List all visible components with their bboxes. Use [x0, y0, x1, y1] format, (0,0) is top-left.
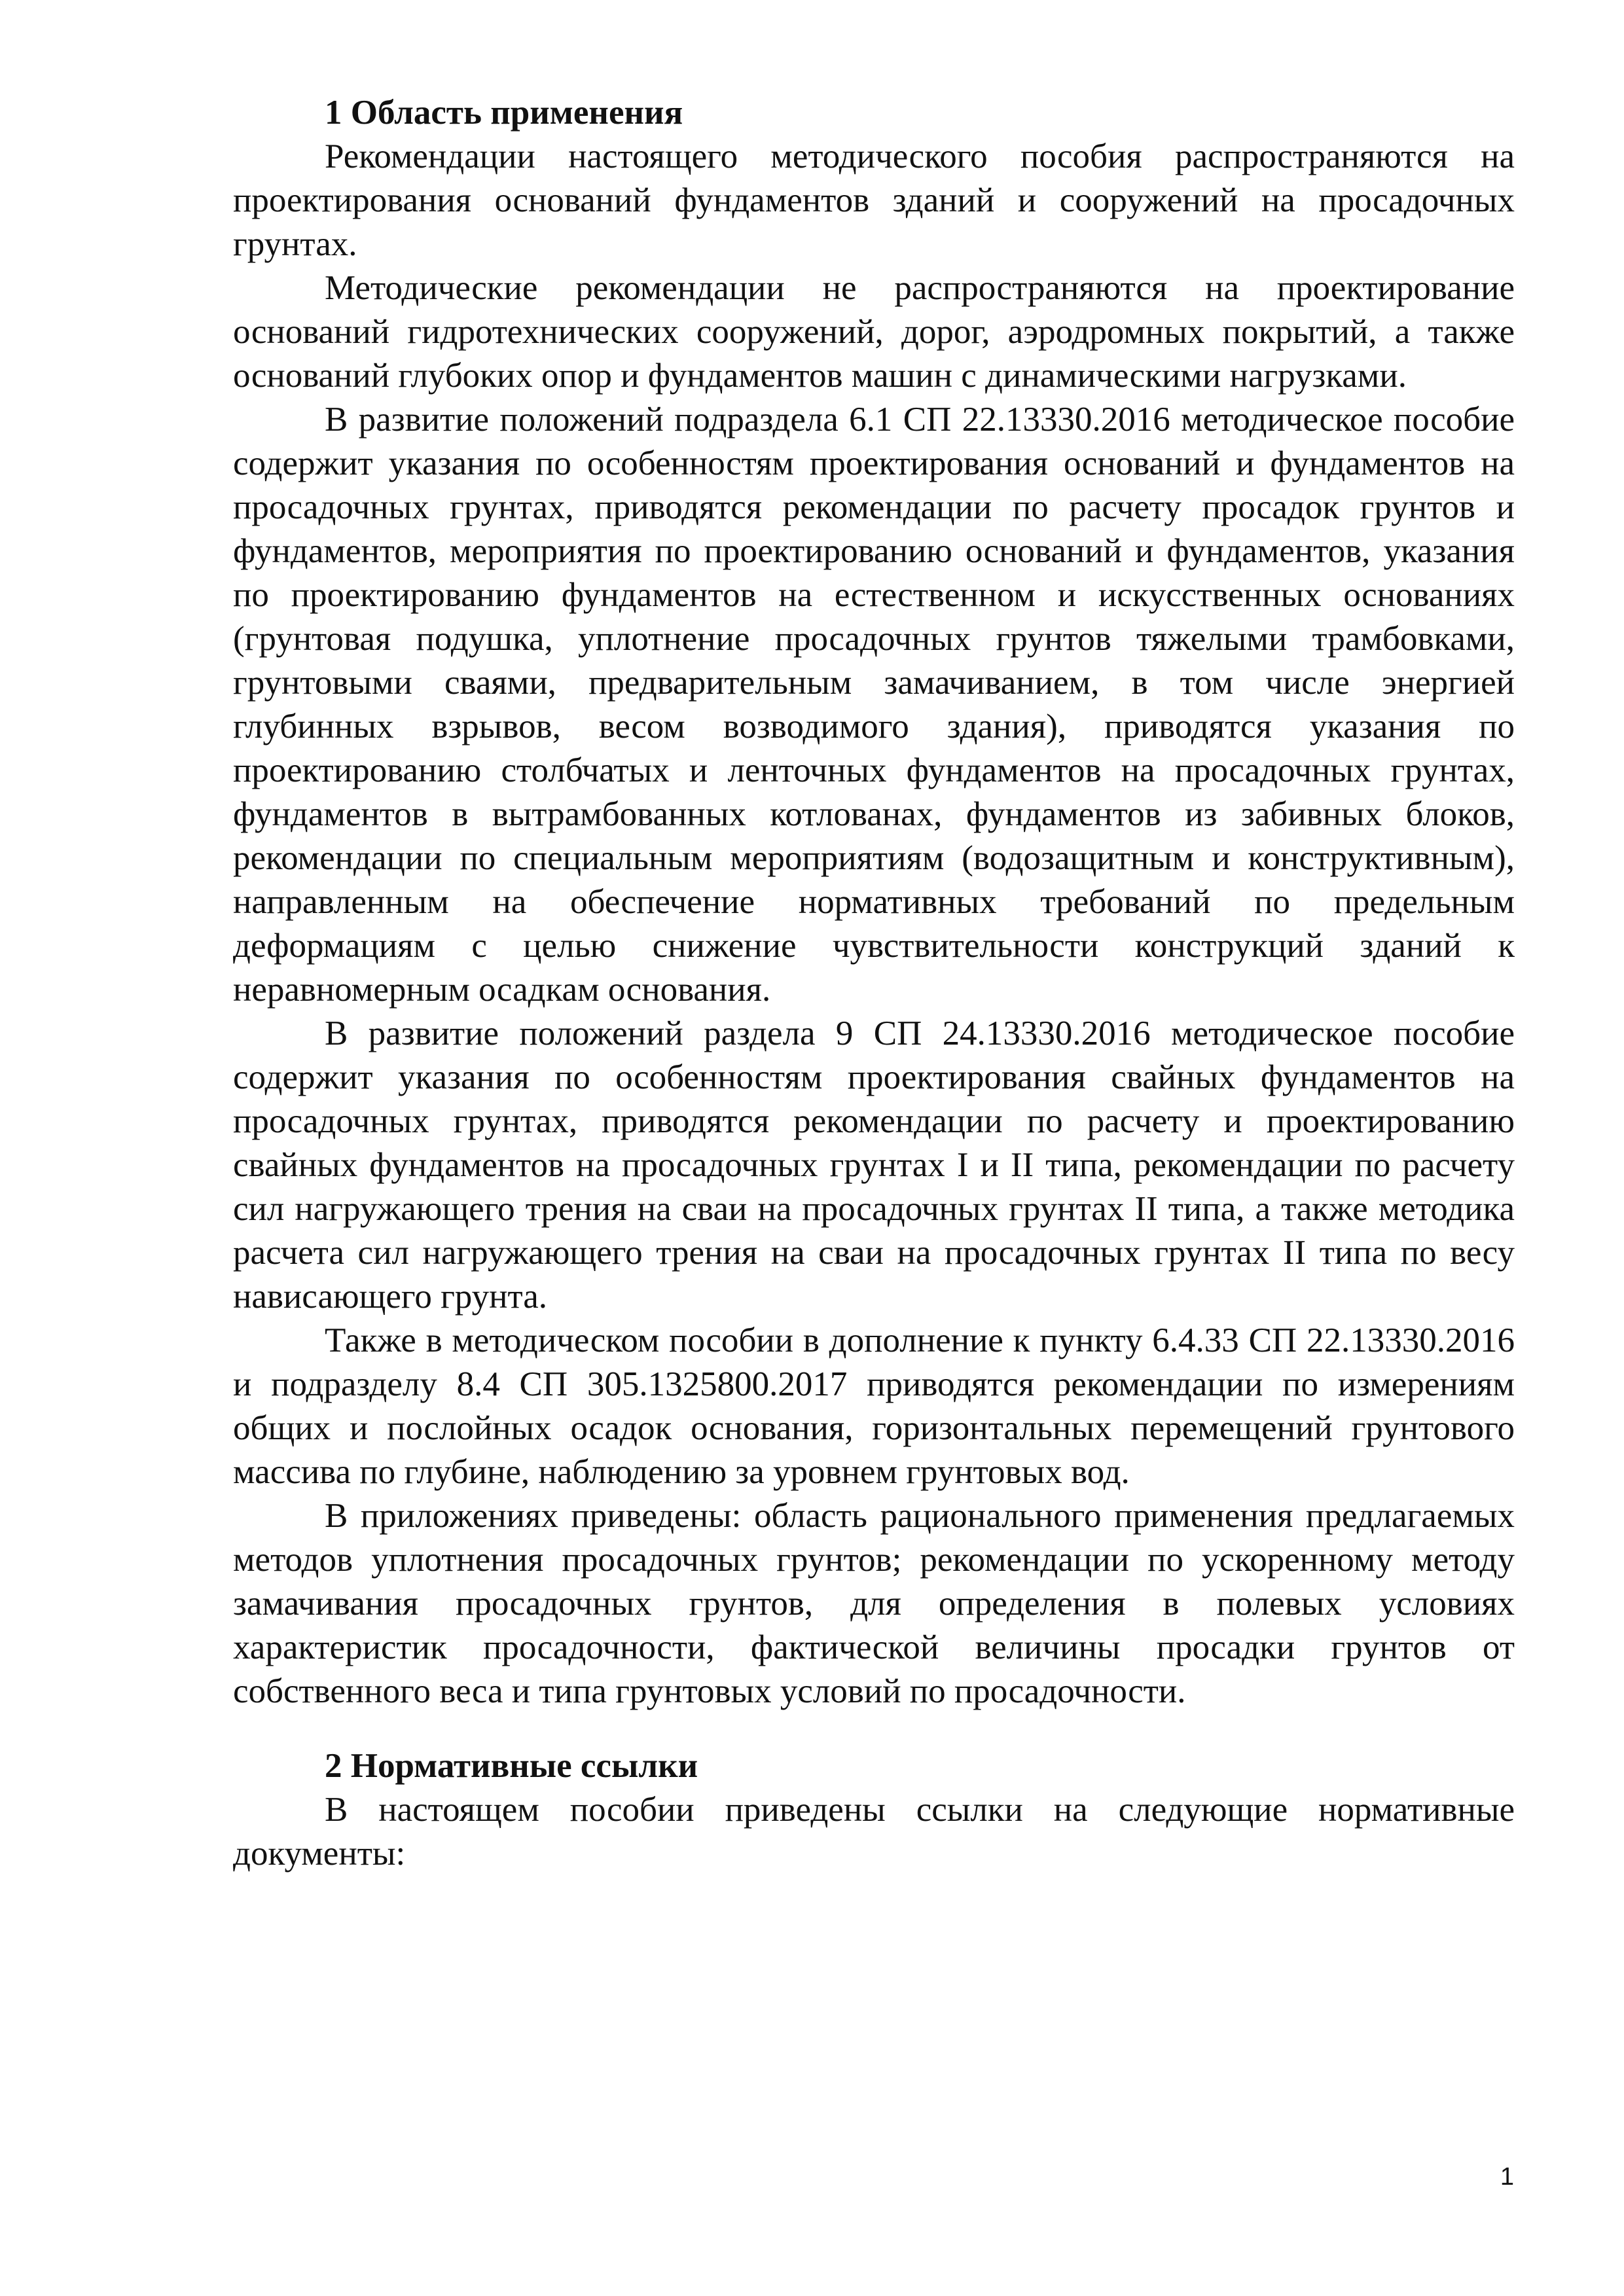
- section-spacer: [233, 1713, 1515, 1744]
- section-1-paragraph-5: Также в методическом пособии в дополнение к пункту 6.4.33 СП 22.13330.2016 и подразделу 8.4 СП 305.1325800.2017 приводятся рекомендации по измерениям общих и послойных осадок основания, горизонтальных перемещений грунтового массива по глубине, наблюдению за уровнем грунтовых вод.: [233, 1321, 1515, 1491]
- section-2-heading: 2 Нормативные ссылки: [325, 1747, 698, 1785]
- page-number: 1: [1500, 2163, 1514, 2191]
- section-1-paragraph-1: Рекомендации настоящего методического пособия распространяются на проектирования оснований фундаментов зданий и сооружений на просадочных грунтах.: [233, 137, 1515, 263]
- section-2-paragraph-1: В настоящем пособии приведены ссылки на следующие нормативные документы:: [233, 1791, 1515, 1873]
- section-1-paragraph-3: В развитие положений подраздела 6.1 СП 22.13330.2016 методическое пособие содержит указания по особенностям проектирования оснований и фундаментов на просадочных грунтах, приводятся рекомендации по расчету просадок грунтов и фундаментов, мероприятия по проектированию оснований и фундаментов, указания по проектированию фундаментов на естественном и искусственных основаниях (грунтовая подушка, уплотнение просадочных грунтов тяжелыми трамбовками, грунтовыми сваями, предварительным замачиванием, в том числе энергией глубинных взрывов, весом возводимого здания), приводятся указания по проектированию столбчатых и ленточных фундаментов на просадочных грунтах, фундаментов в вытрамбованных котлованах, фундаментов из забивных блоков, рекомендации по специальным мероприятиям (водозащитным и конструктивным), направленным на обеспечение нормативных требований по предельным деформациям с целью снижение чувствительности конструкций зданий к неравномерным осадкам основания.: [233, 401, 1515, 1009]
- section-1-paragraph-4: В развитие положений раздела 9 СП 24.13330.2016 методическое пособие содержит указания по особенностям проектирования свайных фундаментов на просадочных грунтах, приводятся рекомендации по расчету и проектированию свайных фундаментов на просадочных грунтах I и II типа, рекомендации по расчету сил нагружающего трения на сваи на просадочных грунтах II типа, а также методика расчета сил нагружающего трения на сваи на просадочных грунтах II типа по весу нависающего грунта.: [233, 1014, 1515, 1316]
- section-1-paragraph-2: Методические рекомендации не распространяются на проектирование оснований гидротехнических сооружений, дорог, аэродромных покрытий, а также оснований глубоких опор и фундаментов машин с динамическими нагрузками.: [233, 269, 1515, 395]
- section-1-paragraph-6: В приложениях приведены: область рационального применения предлагаемых методов уплотнения просадочных грунтов; рекомендации по ускоренному методу замачивания просадочных грунтов, для определения в полевых условиях характеристик просадочности, фактической величины просадки грунтов от собственного веса и типа грунтовых условий по просадочности.: [233, 1497, 1515, 1710]
- section-1-heading: 1 Область применения: [325, 94, 683, 132]
- page-content: [233, 90, 1515, 1876]
